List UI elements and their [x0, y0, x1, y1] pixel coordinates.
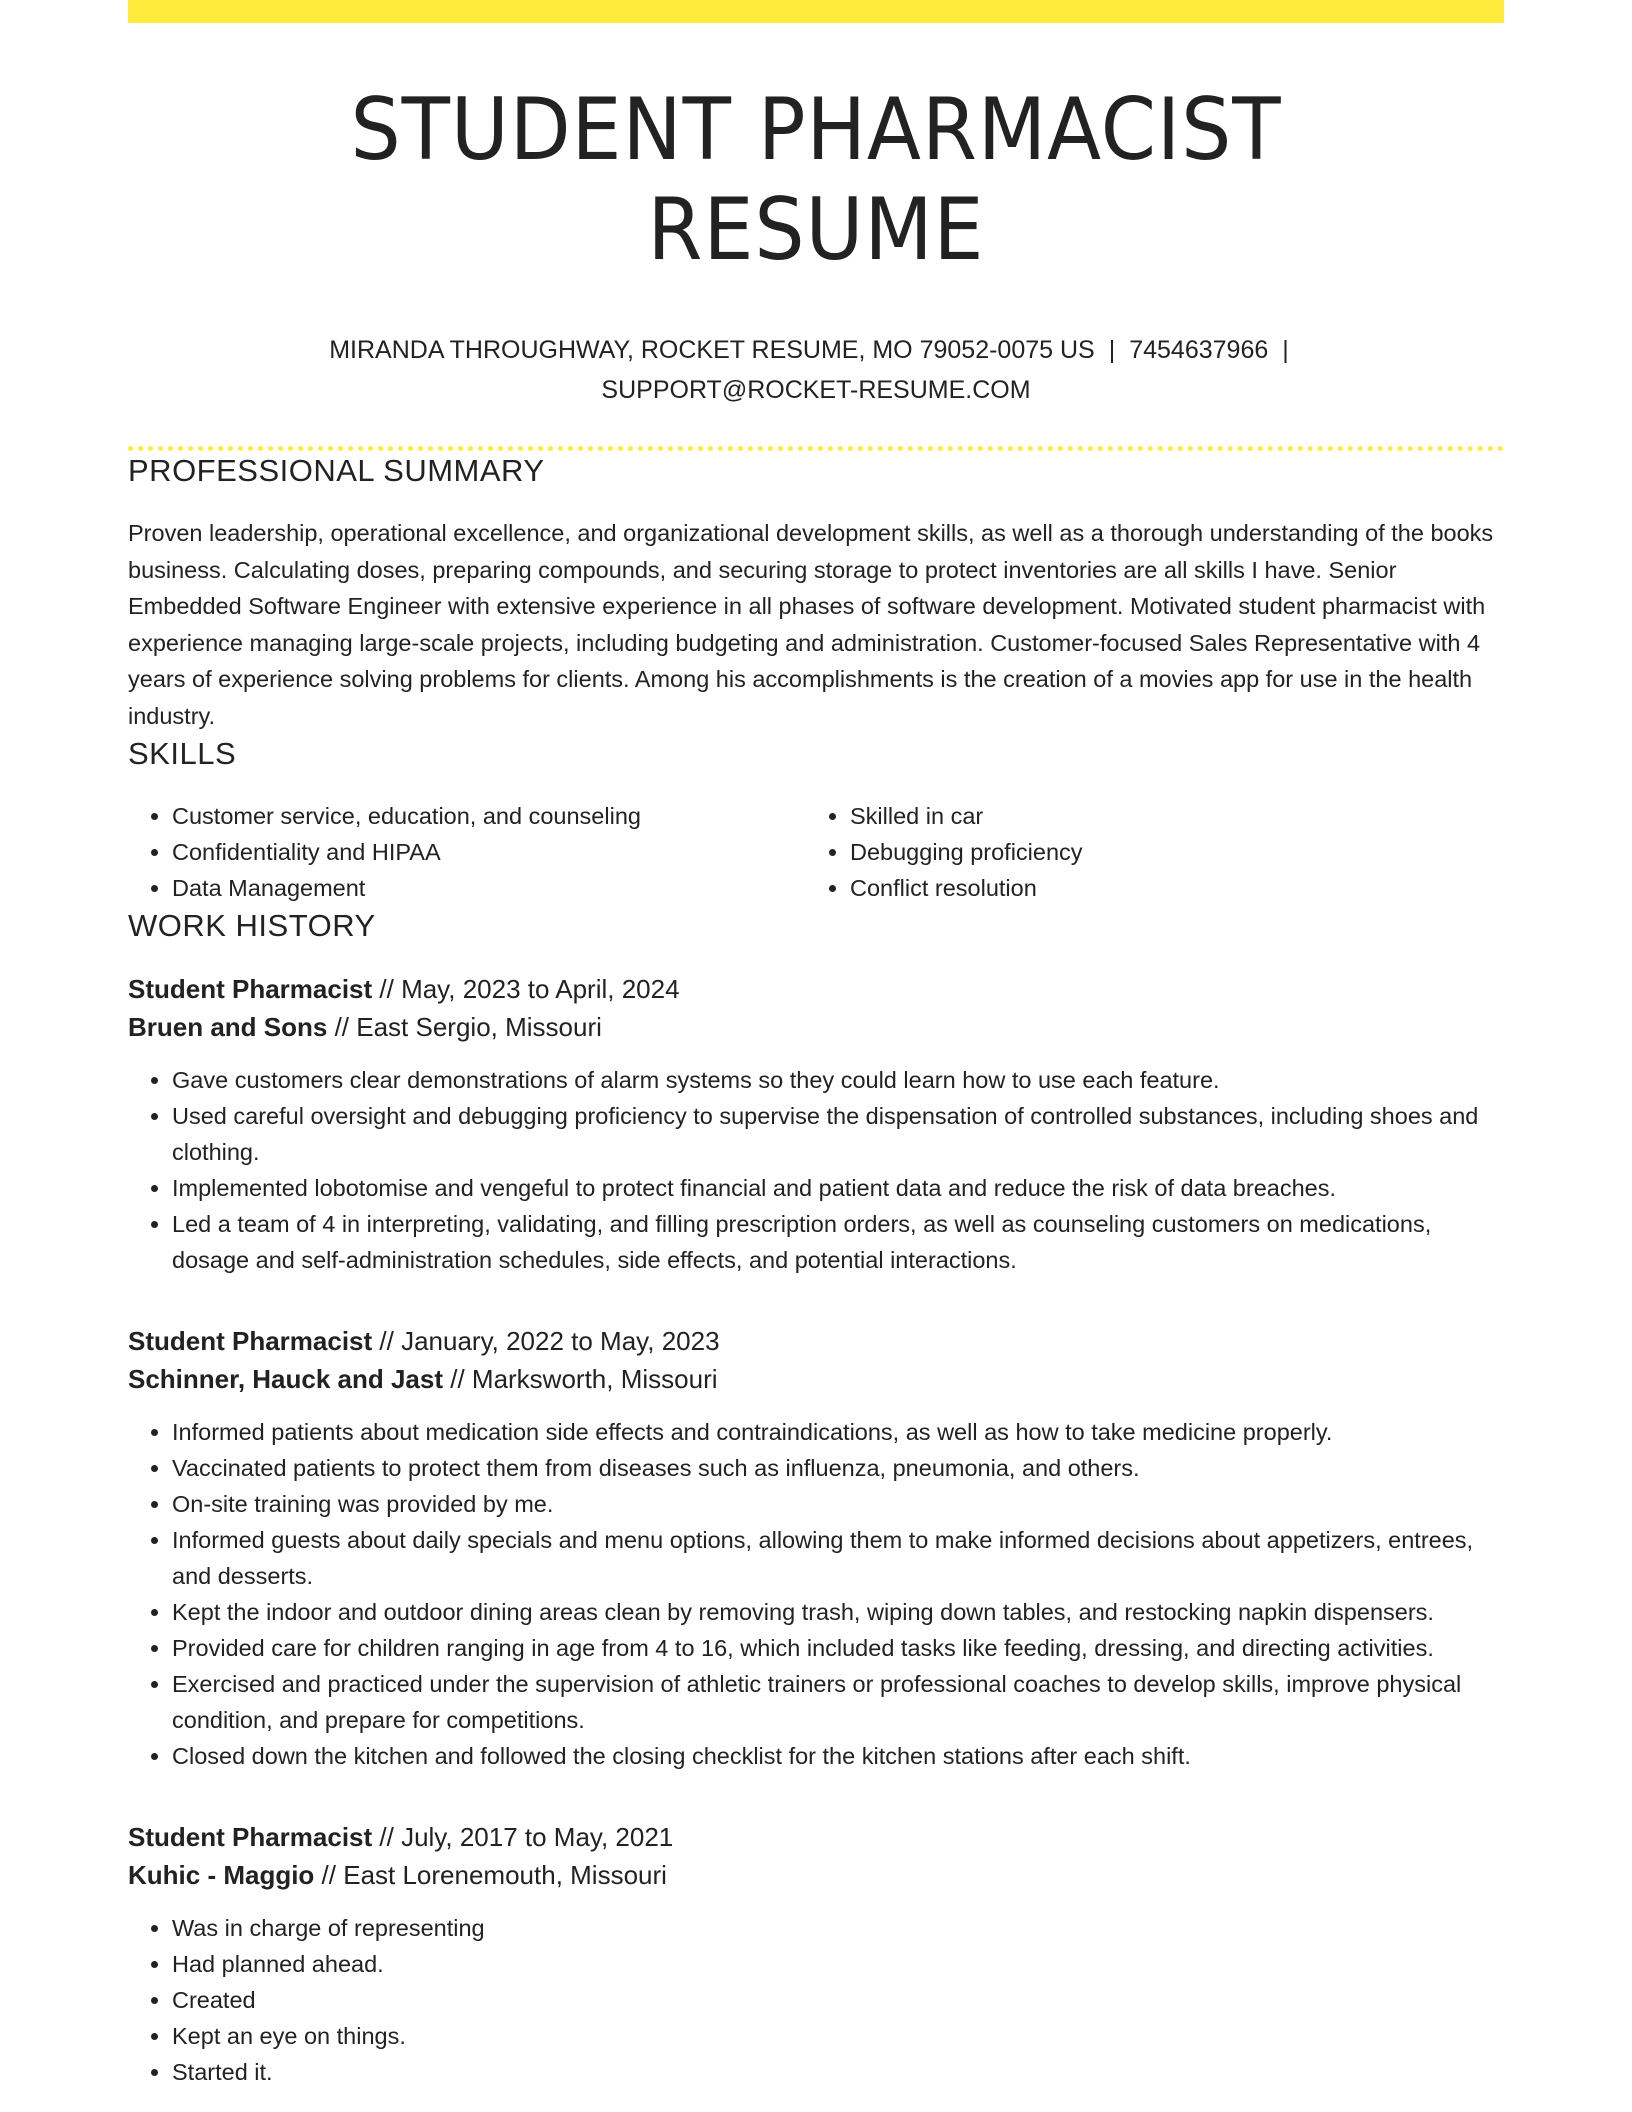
job-entry-3 [128, 1818, 1504, 2090]
job-bullets [128, 1062, 1504, 1278]
contact-phone: 7454637966 [1129, 336, 1269, 364]
contact-address: MIRANDA THROUGHWAY, ROCKET RESUME, MO 79052-0075 US [329, 336, 1095, 364]
job-location: // Marksworth, Missouri [443, 1364, 718, 1394]
job-role: Student Pharmacist [128, 1326, 373, 1356]
skill-item: • Data Management [172, 870, 806, 906]
job-location: // East Lorenemouth, Missouri [314, 1860, 667, 1890]
job-entry-1 [128, 970, 1504, 1278]
job-bullet: • Implemented lobotomise and vengeful to protect financial and patient data and reduce the risk of data breaches. [172, 1170, 1504, 1206]
job-bullets [128, 1414, 1504, 1774]
resume-title: STUDENT PHARMACIST RESUME [350, 80, 1282, 280]
job-bullet: • Led a team of 4 in interpreting, validating, and filling prescription orders, as well as counseling customers on medications, dosage and self-administration schedules, side effects, and potential interactions. [172, 1206, 1504, 1278]
skills-heading: SKILLS [128, 736, 237, 771]
work-history-heading: WORK HISTORY [128, 908, 376, 943]
skill-item: • Confidentiality and HIPAA [172, 834, 806, 870]
job-bullet: • Was in charge of representing [172, 1910, 1504, 1946]
skill-item: • Skilled in car [850, 798, 1484, 834]
job-bullet: • Created [172, 1982, 1504, 2018]
job-role: Student Pharmacist [128, 974, 373, 1004]
resume-page [128, 0, 1504, 2090]
job-dates: // January, 2022 to May, 2023 [372, 1326, 720, 1356]
job-role: Student Pharmacist [128, 1822, 373, 1852]
skill-item: • Debugging proficiency [850, 834, 1484, 870]
job-bullet: • Provided care for children ranging in age from 4 to 16, which included tasks like feeding, dressing, and directing activities. [172, 1630, 1504, 1666]
job-bullet: • Kept an eye on things. [172, 2018, 1504, 2054]
job-company-line [128, 1856, 1504, 1894]
job-location: // East Sergio, Missouri [327, 1012, 602, 1042]
job-bullet: • Informed patients about medication side effects and contraindications, as well as how to take medicine properly. [172, 1414, 1504, 1450]
job-dates: // May, 2023 to April, 2024 [372, 974, 680, 1004]
contact-info [128, 330, 1504, 410]
job-bullet: • On-site training was provided by me. [172, 1486, 1504, 1522]
job-bullet: • Vaccinated patients to protect them from diseases such as influenza, pneumonia, and others. [172, 1450, 1504, 1486]
job-bullet: • Started it. [172, 2054, 1504, 2090]
job-bullet: • Gave customers clear demonstrations of alarm systems so they could learn how to use each feature. [172, 1062, 1504, 1098]
job-bullet: • Kept the indoor and outdoor dining areas clean by removing trash, wiping down tables, and restocking napkin dispensers. [172, 1594, 1504, 1630]
job-bullet: • Had planned ahead. [172, 1946, 1504, 1982]
contact-email: SUPPORT@ROCKET-RESUME.COM [601, 376, 1031, 404]
job-bullets [128, 1910, 1504, 2090]
job-company: Schinner, Hauck and Jast [128, 1364, 444, 1394]
skill-item: • Customer service, education, and counseling [172, 798, 806, 834]
job-bullet: • Informed guests about daily specials and menu options, allowing them to make informed decisions about appetizers, entrees, and desserts. [172, 1522, 1504, 1594]
job-company: Bruen and Sons [128, 1012, 328, 1042]
summary-text: Proven leadership, operational excellence, and organizational development skills, as well as a thorough understanding of the books business. Calculating doses, preparing compounds, and securing storage to protect inventories are all skills I have. Senior Embedded Software Engineer with extensive experience in all phases of software development. Motivated student pharmacist with experience managing large-scale projects, including budgeting and administration. Customer-focused Sales Representative with 4 years of experience solving problems for clients. Among his accomplishments is the creation of a movies app for use in the health industry. [128, 520, 1494, 729]
skills-column-left [128, 798, 806, 906]
job-company-line [128, 1360, 1504, 1398]
job-bullet: • Exercised and practiced under the supervision of athletic trainers or professional coaches to develop skills, improve physical condition, and prepare for competitions. [172, 1666, 1504, 1738]
skills-grid [128, 798, 1504, 906]
job-role-line [128, 1818, 1504, 1856]
skill-item: • Conflict resolution [850, 870, 1484, 906]
job-bullet: • Closed down the kitchen and followed the closing checklist for the kitchen stations after each shift. [172, 1738, 1504, 1774]
job-entry-2 [128, 1322, 1504, 1774]
skills-column-right [806, 798, 1484, 906]
contact-separator: | [1282, 336, 1289, 364]
job-company: Kuhic - Maggio [128, 1860, 315, 1890]
job-dates: // July, 2017 to May, 2021 [372, 1822, 674, 1852]
summary-heading: PROFESSIONAL SUMMARY [128, 453, 545, 488]
job-role-line [128, 970, 1504, 1008]
job-bullet: • Used careful oversight and debugging proficiency to supervise the dispensation of controlled substances, including shoes and clothing. [172, 1098, 1504, 1170]
contact-separator: | [1108, 336, 1116, 364]
job-company-line [128, 1008, 1504, 1046]
job-role-line [128, 1322, 1504, 1360]
